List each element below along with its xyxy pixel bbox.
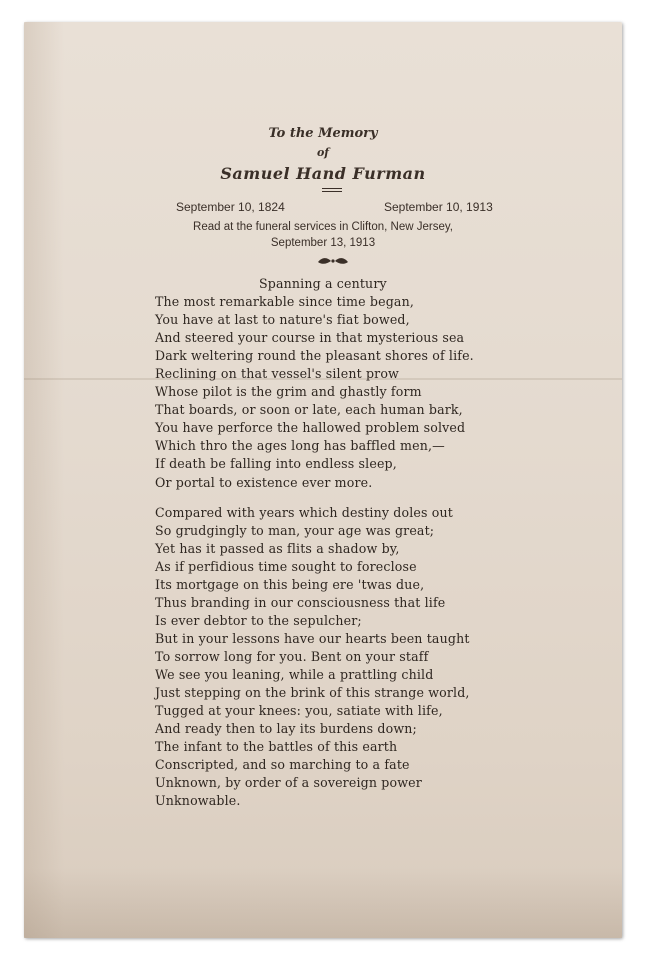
poem-line: Tugged at your knees: you, satiate with life, xyxy=(155,703,443,719)
poem-line: Its mortgage on this being ere 'twas due, xyxy=(155,576,425,592)
funeral-date: September 13, 1913 xyxy=(270,237,376,249)
poem-line: To sorrow long for you. Bent on your staff xyxy=(155,648,429,664)
poem-line: Reclining on that vessel's silent prow xyxy=(155,366,399,382)
of-line: of xyxy=(316,146,330,159)
birth-date: September 10, 1824 xyxy=(176,200,285,214)
poem-line: Dark weltering round the pleasant shores of life. xyxy=(155,348,474,364)
poem-opening-line: Spanning a century xyxy=(259,276,387,291)
divider-dash xyxy=(322,191,342,192)
stanza-1 xyxy=(155,293,615,492)
poem-line: But in your lessons have our hearts been taught xyxy=(155,630,470,646)
poem-line: Is ever debtor to the sepulcher; xyxy=(155,612,362,628)
poem-line: The infant to the battles of this earth xyxy=(155,739,398,755)
poem-line: Which thro the ages long has baffled men,— xyxy=(155,438,445,454)
poem-line: Just stepping on the brink of this strange world, xyxy=(155,685,470,701)
ornament-icon xyxy=(316,256,350,266)
poem-line: We see you leaning, while a prattling child xyxy=(155,666,434,682)
poem-line: If death be falling into endless sleep, xyxy=(155,456,397,472)
stanza-2 xyxy=(155,504,615,811)
poem-line: Yet has it passed as flits a shadow by, xyxy=(155,540,400,556)
memorial-page xyxy=(24,22,622,938)
memory-title: To the Memory xyxy=(268,126,378,141)
poem-line: Whose pilot is the grim and ghastly form xyxy=(155,384,422,400)
funeral-note: Read at the funeral services in Clifton, New Jersey, xyxy=(193,221,453,233)
poem-line: You have at last to nature's fiat bowed, xyxy=(155,312,410,328)
poem-line: So grudgingly to man, your age was great; xyxy=(155,522,435,538)
poem-line: Compared with years which destiny doles out xyxy=(155,504,453,520)
poem-line: And ready then to lay its burdens down; xyxy=(155,721,417,737)
poem-line: That boards, or soon or late, each human bark, xyxy=(155,402,463,418)
poem-line: Or portal to existence ever more. xyxy=(155,474,373,490)
deceased-name: Samuel Hand Furman xyxy=(220,164,426,183)
poem-line: And steered your course in that mysterious sea xyxy=(155,330,465,346)
poem-line: Unknowable. xyxy=(155,793,241,809)
poem-line: Thus branding in our consciousness that life xyxy=(155,594,446,610)
paper-stain-left xyxy=(24,22,64,938)
poem-line: You have perforce the hallowed problem solved xyxy=(155,420,466,436)
poem-line: Unknown, by order of a sovereign power xyxy=(155,775,422,791)
divider-dash xyxy=(322,188,342,189)
paper-stain-bottom xyxy=(24,868,622,938)
poem-line: Conscripted, and so marching to a fate xyxy=(155,757,410,773)
poem xyxy=(155,275,615,810)
poem-line: As if perfidious time sought to foreclose xyxy=(155,558,417,574)
death-date: September 10, 1913 xyxy=(384,200,493,214)
poem-line: The most remarkable since time began, xyxy=(155,294,414,310)
